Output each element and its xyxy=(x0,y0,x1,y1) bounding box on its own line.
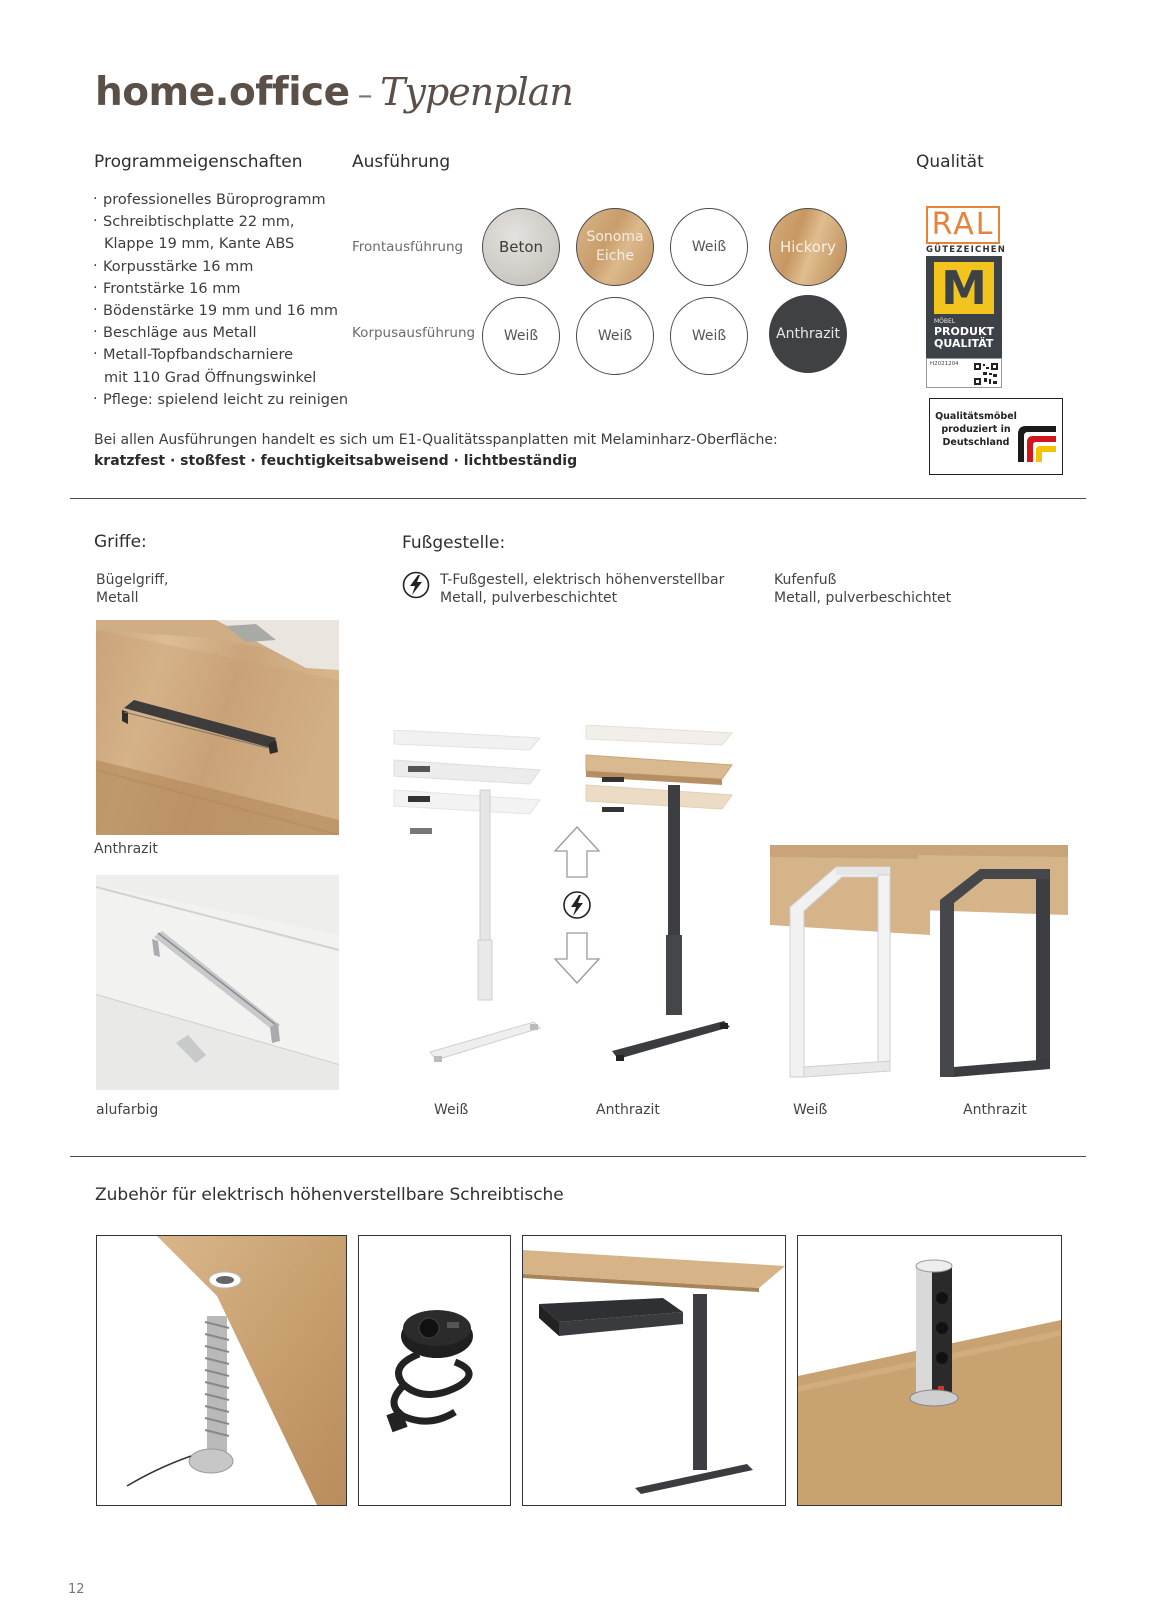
swatch-label: Weiß xyxy=(691,327,727,344)
t-anthrazit-caption: Anthrazit xyxy=(596,1102,660,1118)
m-code-box xyxy=(926,358,1002,388)
feature-item xyxy=(93,344,348,366)
m-small: MÖBEL xyxy=(934,318,956,325)
power-tower-photo xyxy=(797,1235,1062,1506)
korpus-row-label: Korpusausführung xyxy=(352,325,476,341)
feature-text: Klappe 19 mm, Kante ABS xyxy=(104,236,295,253)
feature-bullet: · xyxy=(93,302,98,319)
title-main: home.office xyxy=(95,70,350,115)
kufen-line-1: Kufenfuß xyxy=(774,572,837,588)
feature-text: Beschläge aus Metall xyxy=(103,325,257,342)
handle-alu-caption: alufarbig xyxy=(96,1102,159,1118)
qualitaet-heading: Qualität xyxy=(916,152,984,172)
feature-item xyxy=(93,189,348,211)
swatch-label: Weiß xyxy=(691,238,727,255)
griffe-desc-1: Bügelgriff, xyxy=(96,572,169,588)
feature-text: Korpusstärke 16 mm xyxy=(103,258,254,275)
swatch-label: Beton xyxy=(498,237,544,256)
t-frame-anthrazit-image xyxy=(582,725,752,1065)
material-note xyxy=(94,430,778,472)
feature-item xyxy=(93,389,348,411)
de-line-3: Deutschland xyxy=(942,437,1010,448)
material-note-line-2: kratzfest · stoßfest · feuchtigkeitsabweisend · lichtbeständig xyxy=(94,453,578,469)
kufen-description xyxy=(774,571,951,607)
griffe-heading: Griffe: xyxy=(94,532,147,552)
kufen-anthrazit-caption: Anthrazit xyxy=(963,1102,1027,1118)
swatch-label: Weiß xyxy=(597,327,633,344)
swatch-label: Sonoma Eiche xyxy=(586,229,644,264)
t-white-caption: Weiß xyxy=(434,1102,469,1118)
feature-text: Pflege: spielend leicht zu reinigen xyxy=(103,391,349,408)
title-separator: – xyxy=(357,78,373,113)
feature-text: professionelles Büroprogramm xyxy=(103,192,326,208)
griffe-desc-2: Metall xyxy=(96,590,139,606)
feature-bullet: · xyxy=(93,279,98,296)
feature-bullet: · xyxy=(93,390,98,407)
m-qualitaet: QUALITÄT xyxy=(934,337,994,350)
ral-guetezeichen-logo xyxy=(926,206,1007,388)
feature-list xyxy=(93,189,348,411)
swatch-front-hickory xyxy=(769,208,847,286)
swatch-front-weiss xyxy=(670,208,748,286)
desk-drawer-photo xyxy=(522,1235,786,1506)
swatch-korpus-weiss-2 xyxy=(576,297,654,375)
feature-item xyxy=(93,233,348,255)
kufen-white-caption: Weiß xyxy=(793,1102,828,1118)
feature-text: mit 110 Grad Öffnungswinkel xyxy=(104,369,317,386)
feature-text: Bödenstärke 19 mm und 16 mm xyxy=(103,303,339,320)
ausfuehrung-heading: Ausführung xyxy=(352,152,451,172)
m-badge xyxy=(926,256,1002,358)
feature-bullet: · xyxy=(93,324,98,341)
fuss-heading: Fußgestelle: xyxy=(402,533,506,553)
cable-chain-photo xyxy=(96,1235,347,1506)
de-line-1: Qualitätsmöbel xyxy=(935,411,1017,422)
m-letter: M xyxy=(934,262,994,314)
material-note-line-1: Bei allen Ausführungen handelt es sich um E1-Qualitätsspanplatten mit Melaminharz-Oberfläche: xyxy=(94,432,778,448)
swatch-korpus-anthrazit xyxy=(769,295,847,373)
programm-heading: Programmeigenschaften xyxy=(94,152,303,172)
feature-item xyxy=(93,256,348,278)
divider-1 xyxy=(70,498,1086,499)
swatch-label: Weiß xyxy=(503,327,539,344)
feature-text: Frontstärke 16 mm xyxy=(103,280,241,297)
feature-item xyxy=(93,278,348,300)
feature-bullet: · xyxy=(93,346,98,363)
german-flag-swoosh-icon xyxy=(1016,424,1058,464)
divider-2 xyxy=(70,1156,1086,1157)
page-number: 12 xyxy=(68,1582,85,1597)
ral-subtext: GÜTEZEICHEN xyxy=(926,245,1007,255)
ral-text: RAL xyxy=(926,206,1000,244)
front-row-label: Frontausführung xyxy=(352,239,464,255)
feature-item xyxy=(93,300,348,322)
handle-anthrazit-caption: Anthrazit xyxy=(94,841,158,857)
feature-text: Schreibtischplatte 22 mm, xyxy=(103,214,295,231)
kufen-line-2: Metall, pulverbeschichtet xyxy=(774,590,952,606)
swatch-front-beton xyxy=(482,208,560,286)
feature-item xyxy=(93,322,348,344)
m-produkt: PRODUKT xyxy=(934,325,994,338)
swatch-korpus-weiss-1 xyxy=(482,297,560,375)
feature-item xyxy=(93,367,348,389)
page-title xyxy=(95,70,573,115)
electric-lightning-icon xyxy=(402,571,430,599)
zubehoer-heading: Zubehör für elektrisch höhenverstellbare Schreibtische xyxy=(95,1185,564,1205)
title-subtitle: Typenplan xyxy=(380,70,573,114)
feature-bullet: · xyxy=(93,191,98,207)
made-in-germany-badge xyxy=(929,398,1063,475)
m-code: H2021204 xyxy=(930,361,959,367)
handle-anthrazit-photo xyxy=(96,620,339,835)
t-fuss-description xyxy=(440,571,724,607)
de-line-2: produziert in xyxy=(941,424,1011,435)
swatch-korpus-weiss-3 xyxy=(670,297,748,375)
kufen-frame-white-image xyxy=(770,845,930,1080)
feature-bullet: · xyxy=(93,213,98,230)
swatch-front-sonoma xyxy=(576,208,654,286)
feature-bullet: · xyxy=(93,257,98,274)
charging-puck-photo xyxy=(358,1235,511,1506)
swatch-label: Hickory xyxy=(779,237,837,256)
t-fuss-line-1: T-Fußgestell, elektrisch höhenverstellbar xyxy=(440,572,725,588)
feature-item xyxy=(93,211,348,233)
feature-text: Metall-Topfbandscharniere xyxy=(103,347,294,364)
t-frame-white-image xyxy=(390,730,560,1070)
t-fuss-line-2: Metall, pulverbeschichtet xyxy=(440,590,618,606)
kufen-frame-anthrazit-image xyxy=(918,845,1068,1080)
handle-alu-photo xyxy=(96,875,339,1090)
swatch-label: Anthrazit xyxy=(776,325,840,342)
griffe-description xyxy=(96,571,169,607)
de-text xyxy=(934,410,1018,449)
qr-code-icon xyxy=(973,362,999,386)
